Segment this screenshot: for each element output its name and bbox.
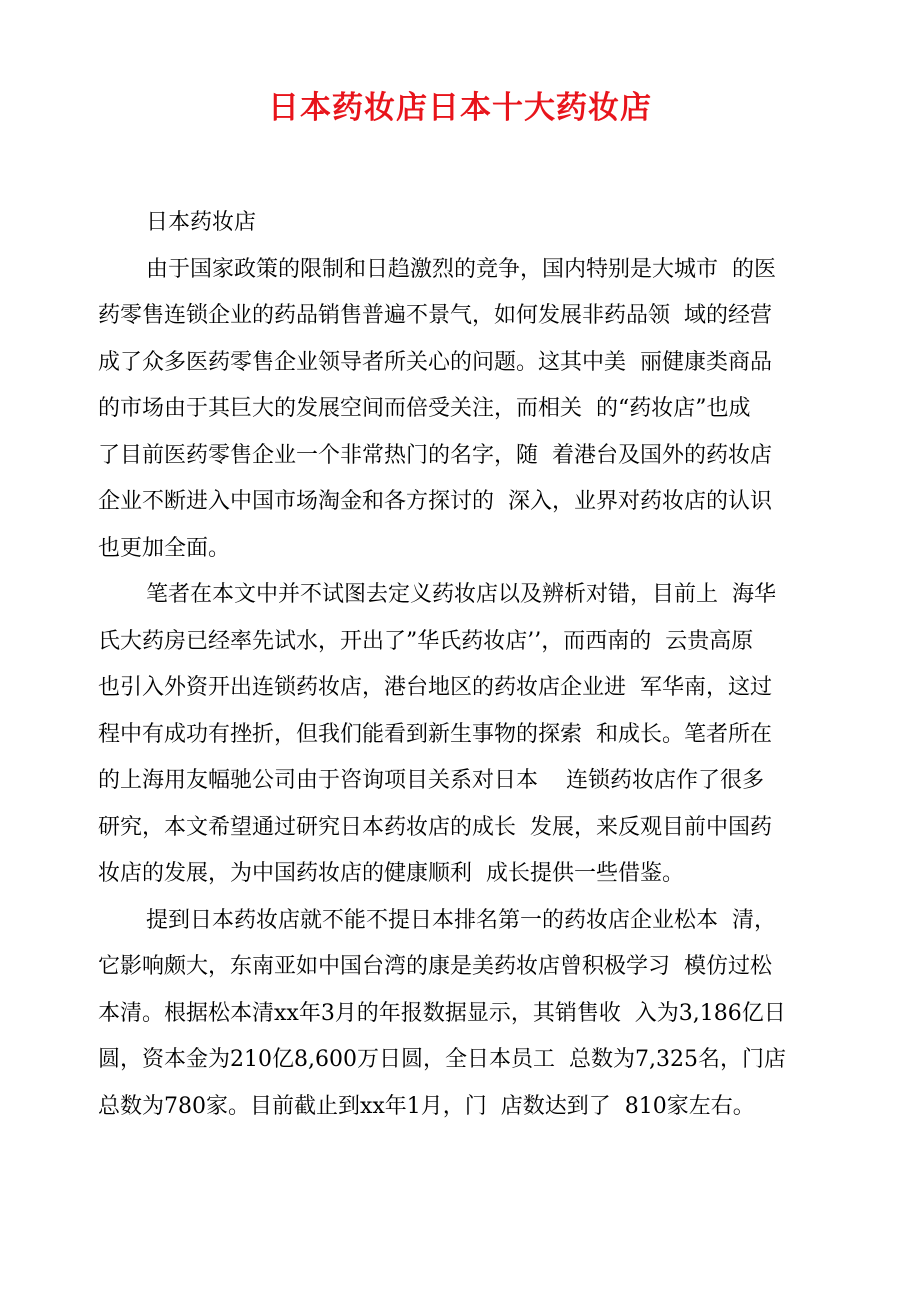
paragraph-line: 笔者在本文中并不试图去定义药妆店以及辨析对错，目前上 海华 (146, 582, 776, 607)
paragraph-line: 本清。根据松本清xx年3月的年报数据显示，其销售收 入为3,186亿日 (98, 1000, 786, 1026)
paragraph-line: 妆店的发展，为中国药妆店的健康顺利 成长提供一些借鉴。 (98, 861, 684, 886)
document-body (98, 200, 826, 1130)
paragraph-line: 也引入外资开出连锁药妆店，港台地区的药妆店企业进 军华南，这过 (98, 675, 772, 700)
paragraph-line: 也更加全面。 (98, 535, 231, 561)
paragraph-2 (98, 572, 826, 898)
document-title: 日本药妆店日本十大药妆店 (268, 90, 652, 126)
paragraph-line: 圆，资本金为210亿8,600万日圆，全日本员工 总数为7,325名，门店 (98, 1047, 786, 1072)
paragraph-line: 它影响颇大，东南亚如中国台湾的康是美药妆店曾积极学习 模仿过松 (98, 954, 772, 979)
paragraph-line: 的上海用友幅驰公司由于咨询项目关系对日本 连锁药妆店作了很多 (98, 768, 764, 793)
section-heading: 日本药妆店 (146, 210, 257, 235)
paragraph-line: 研究，本文希望通过研究日本药妆店的成长 发展，来反观目前中国药 (98, 814, 772, 840)
paragraph-line: 由于国家政策的限制和日趋激烈的竞争，国内特别是大城市 的医 (146, 256, 776, 282)
paragraph-3 (98, 898, 826, 1131)
paragraph-line: 企业不断进入中国市场淘金和各方探讨的 深入，业界对药妆店的认识 (98, 489, 772, 514)
paragraph-line: 成了众多医药零售企业领导者所关心的问题。这其中美 丽健康类商品 (98, 349, 772, 375)
paragraph-line: 程中有成功有挫折，但我们能看到新生事物的探索 和成长。笔者所在 (98, 721, 772, 747)
paragraph-1 (98, 247, 826, 573)
paragraph-line: 总数为780家。目前截止到xx年1月，门 店数达到了 810家左右。 (98, 1093, 755, 1119)
paragraph-line: 药零售连锁企业的药品销售普遍不景气，如何发展非药品领 域的经营 (98, 303, 772, 328)
paragraph-line: 了目前医药零售企业一个非常热门的名字，随 着港台及国外的药妆店 (98, 442, 772, 468)
paragraph-line: 的市场由于其巨大的发展空间而倍受关注，而相关 的“药妆店”也成 (98, 396, 751, 421)
paragraph-line: 提到日本药妆店就不能不提日本排名第一的药妆店企业松本 清， (146, 907, 776, 933)
paragraph-line: 氏大药房已经率先试水，开出了”华氏药妆店’’，而西南的 云贵高原 (98, 628, 754, 654)
